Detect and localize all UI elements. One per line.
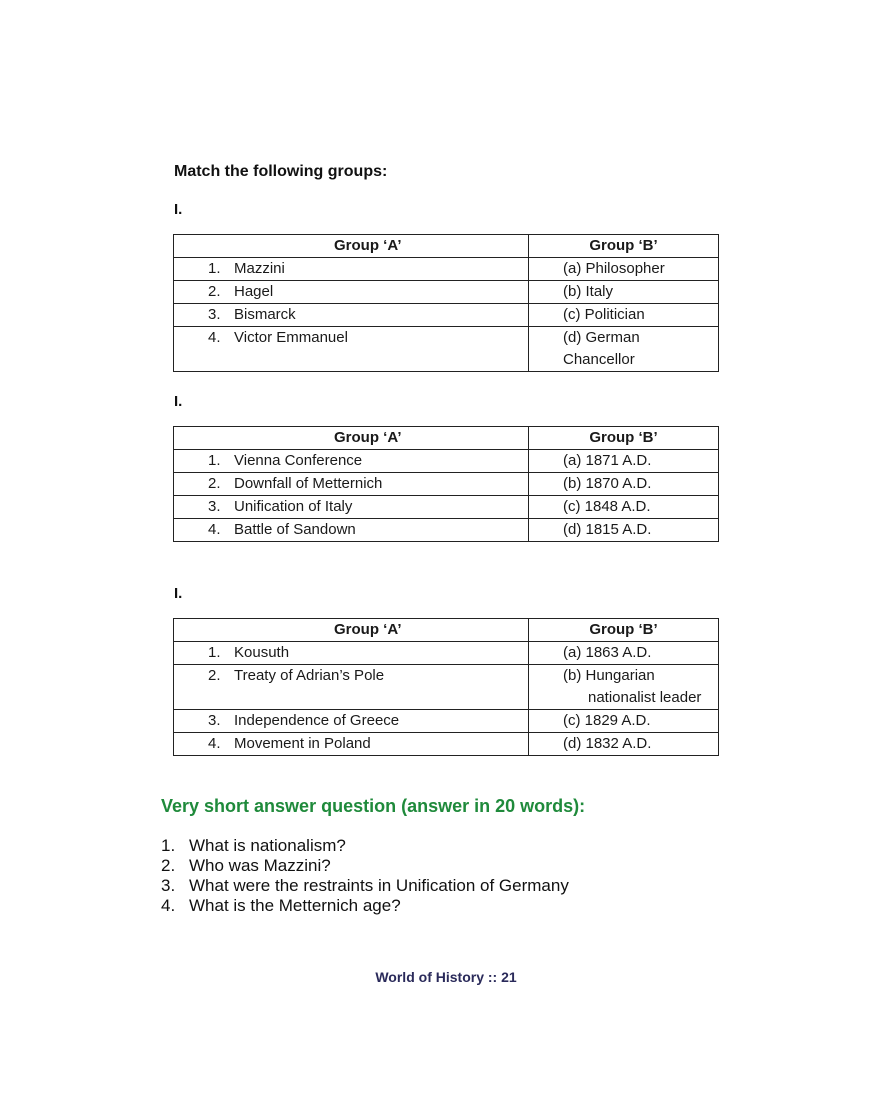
table-row [174, 496, 719, 519]
group-a-cell: 1. Mazzini [174, 258, 529, 281]
page-footer: World of History :: 21 [375, 969, 517, 985]
group-a-cell: 2. Hagel [174, 281, 529, 304]
table-header-row [174, 619, 719, 642]
list-item: 2. Who was Mazzini? [161, 856, 331, 875]
group-b-cell: (c) 1829 A.D. [529, 710, 719, 733]
table-row [174, 258, 719, 281]
table-row [174, 519, 719, 542]
section-1-label: I. [174, 201, 183, 218]
table-header-row [174, 235, 719, 258]
table-row [174, 281, 719, 304]
header-group-b: Group ‘B’ [529, 427, 719, 450]
header-group-a: Group ‘A’ [174, 619, 529, 642]
group-b-cell: (c) Politician [529, 304, 719, 327]
group-b-cell: (b) 1870 A.D. [529, 473, 719, 496]
group-b-cell: (a) 1871 A.D. [529, 450, 719, 473]
header-group-b: Group ‘B’ [529, 619, 719, 642]
table-row [174, 327, 719, 372]
group-a-cell: 3. Bismarck [174, 304, 529, 327]
table-row [174, 450, 719, 473]
question-list [161, 836, 569, 916]
group-a-cell: 1. Kousuth [174, 642, 529, 665]
group-b-cell: (c) 1848 A.D. [529, 496, 719, 519]
table-row [174, 473, 719, 496]
table-header-row [174, 427, 719, 450]
table-row [174, 642, 719, 665]
group-b-cell: (d) German Chancellor [529, 327, 719, 372]
group-b-cell: (a) Philosopher [529, 258, 719, 281]
group-b-cell: (d) 1832 A.D. [529, 733, 719, 756]
section-3-label: I. [174, 585, 183, 602]
match-table-2 [173, 426, 719, 542]
header-group-b: Group ‘B’ [529, 235, 719, 258]
table-row [174, 710, 719, 733]
header-group-a: Group ‘A’ [174, 427, 529, 450]
list-item: 1. What is nationalism? [161, 836, 346, 855]
page-heading: Match the following groups: [174, 163, 388, 180]
group-a-cell: 3. Unification of Italy [174, 496, 529, 519]
table-row [174, 665, 719, 710]
group-a-cell: 3. Independence of Greece [174, 710, 529, 733]
group-b-cell: (b) Italy [529, 281, 719, 304]
table-row [174, 304, 719, 327]
group-a-cell: 4. Victor Emmanuel [174, 327, 529, 372]
group-a-cell: 2. Treaty of Adrian’s Pole [174, 665, 529, 710]
list-item: 3. What were the restraints in Unification of Germany [161, 876, 569, 895]
group-b-cell: (d) 1815 A.D. [529, 519, 719, 542]
list-item: 4. What is the Metternich age? [161, 896, 401, 915]
group-a-cell: 4. Movement in Poland [174, 733, 529, 756]
group-b-cell: (a) 1863 A.D. [529, 642, 719, 665]
section-2-label: I. [174, 393, 183, 410]
group-a-cell: 4. Battle of Sandown [174, 519, 529, 542]
group-b-cell: (b) Hungarian nationalist leader [529, 665, 719, 710]
match-table-3 [173, 618, 719, 756]
match-table-1 [173, 234, 719, 372]
very-short-answer-heading: Very short answer question (answer in 20 words): [161, 796, 586, 816]
header-group-a: Group ‘A’ [174, 235, 529, 258]
group-a-cell: 1. Vienna Conference [174, 450, 529, 473]
group-a-cell: 2. Downfall of Metternich [174, 473, 529, 496]
table-row [174, 733, 719, 756]
